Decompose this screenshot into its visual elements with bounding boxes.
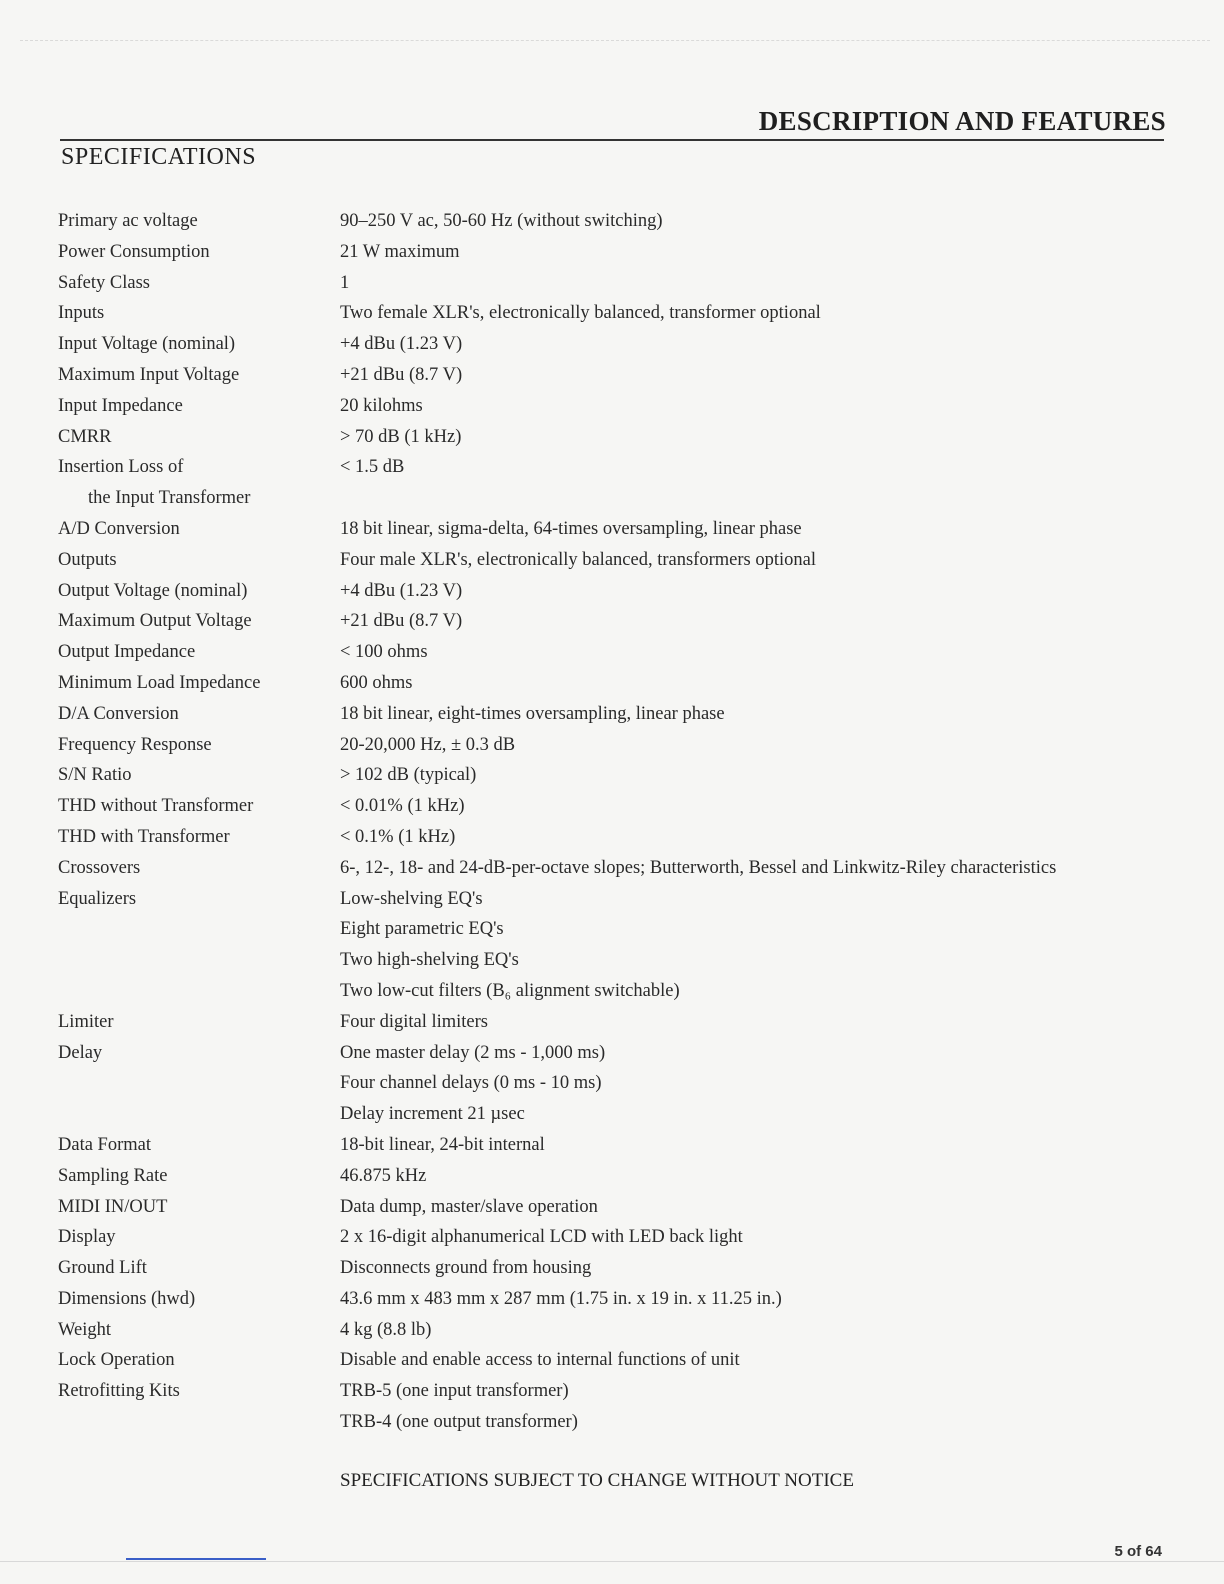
spec-label: Maximum Input Voltage: [58, 364, 240, 385]
spec-row: [58, 791, 1178, 822]
specifications-table: [58, 206, 1178, 1438]
page-number: 5 of 64: [1114, 1543, 1162, 1560]
spec-row: [58, 422, 1178, 453]
spec-label: THD with Transformer: [58, 826, 230, 847]
spec-row: [58, 945, 1178, 976]
spec-value: +4 dBu (1.23 V): [340, 334, 463, 355]
spec-row: [58, 514, 1178, 545]
spec-label: [58, 976, 340, 1007]
spec-row: [58, 206, 1178, 237]
spec-value: > 70 dB (1 kHz): [340, 426, 462, 447]
spec-value: Low-shelving EQ's: [340, 888, 483, 909]
spec-row: [58, 699, 1178, 730]
spec-row: [58, 1192, 1178, 1223]
spec-row: [58, 1407, 1178, 1438]
spec-row: [58, 298, 1178, 329]
spec-label: MIDI IN/OUT: [58, 1196, 168, 1217]
spec-row: [58, 914, 1178, 945]
spec-value: +4 dBu (1.23 V): [340, 580, 463, 601]
spec-value: Eight parametric EQ's: [340, 919, 504, 940]
spec-row: [58, 1253, 1178, 1284]
spec-value: Two female XLR's, electronically balanced, transformer optional: [340, 303, 821, 324]
spec-label: Limiter: [58, 1011, 114, 1032]
spec-row: [58, 360, 1178, 391]
spec-value: Disconnects ground from housing: [340, 1258, 592, 1279]
spec-label: Lock Operation: [58, 1350, 175, 1371]
spec-value: Disable and enable access to internal functions of unit: [340, 1350, 740, 1371]
spec-label: [58, 1068, 340, 1099]
spec-value: 21 W maximum: [340, 241, 460, 262]
spec-label: D/A Conversion: [58, 703, 179, 724]
spec-row: [58, 391, 1178, 422]
spec-label: Input Voltage (nominal): [58, 334, 236, 355]
spec-label: Minimum Load Impedance: [58, 672, 261, 693]
spec-value: Two low-cut filters (B₆ alignment switchable): [340, 980, 680, 1001]
spec-label: the Input Transformer: [88, 488, 251, 509]
spec-row: [58, 483, 1178, 514]
scan-artifact-line: [20, 40, 1210, 41]
spec-row: [58, 976, 1178, 1007]
spec-label: Display: [58, 1227, 116, 1248]
spec-row: [58, 606, 1178, 637]
spec-label: Output Voltage (nominal): [58, 580, 248, 601]
spec-label: Equalizers: [58, 888, 137, 909]
spec-value: 18-bit linear, 24-bit internal: [340, 1134, 545, 1155]
spec-value: Four channel delays (0 ms - 10 ms): [340, 1073, 602, 1094]
spec-row: [58, 1284, 1178, 1315]
spec-value: Four male XLR's, electronically balanced, transformers optional: [340, 549, 816, 570]
spec-label: [58, 1407, 340, 1438]
spec-row: [58, 1038, 1178, 1069]
spec-value: Delay increment 21 µsec: [340, 1104, 525, 1125]
spec-row: [58, 329, 1178, 360]
spec-row: [58, 884, 1178, 915]
spec-value: 43.6 mm x 483 mm x 287 mm (1.75 in. x 19 in. x 11.25 in.): [340, 1288, 782, 1309]
page-bottom-edge: [0, 1561, 1224, 1562]
spec-label: Output Impedance: [58, 642, 196, 663]
spec-label: Primary ac voltage: [58, 211, 198, 231]
spec-value: +21 dBu (8.7 V): [340, 611, 463, 632]
spec-label: [58, 914, 340, 945]
spec-label: THD without Transformer: [58, 796, 254, 817]
spec-value: Data dump, master/slave operation: [340, 1196, 598, 1217]
spec-value: 90–250 V ac, 50-60 Hz (without switching): [340, 211, 663, 231]
spec-value: 20 kilohms: [340, 395, 423, 416]
spec-label: S/N Ratio: [58, 765, 132, 786]
spec-value: 600 ohms: [340, 672, 413, 693]
spec-row: [58, 1161, 1178, 1192]
spec-value: > 102 dB (typical): [340, 765, 477, 786]
spec-value: 1: [340, 272, 350, 293]
spec-value: < 0.01% (1 kHz): [340, 796, 465, 817]
spec-value: 6-, 12-, 18- and 24-dB-per-octave slopes; Butterworth, Bessel and Linkwitz-Riley characteristics: [340, 857, 1057, 878]
spec-label: Retrofitting Kits: [58, 1381, 180, 1402]
spec-label: Safety Class: [58, 272, 150, 293]
spec-value: < 100 ohms: [340, 642, 428, 663]
spec-value: 46.875 kHz: [340, 1165, 427, 1186]
spec-label: Input Impedance: [58, 395, 183, 416]
spec-row: [58, 1315, 1178, 1346]
spec-row: [58, 576, 1178, 607]
spec-value: TRB-4 (one output transformer): [340, 1412, 578, 1433]
spec-row: [58, 822, 1178, 853]
spec-value: 18 bit linear, sigma-delta, 64-times oversampling, linear phase: [340, 518, 802, 539]
spec-value: 2 x 16-digit alphanumerical LCD with LED back light: [340, 1227, 743, 1248]
section-title: DESCRIPTION AND FEATURES: [758, 106, 1166, 136]
spec-row: [58, 237, 1178, 268]
spec-value: One master delay (2 ms - 1,000 ms): [340, 1042, 606, 1063]
spec-label: Delay: [58, 1042, 103, 1063]
spec-value: Two high-shelving EQ's: [340, 950, 519, 971]
spec-value: < 0.1% (1 kHz): [340, 826, 456, 847]
spec-label: Crossovers: [58, 857, 141, 878]
spec-label: [58, 945, 340, 976]
spec-label: Ground Lift: [58, 1258, 147, 1279]
spec-label: CMRR: [58, 426, 112, 447]
spec-value: [340, 483, 1178, 514]
spec-row: [58, 760, 1178, 791]
spec-row: [58, 637, 1178, 668]
spec-value: TRB-5 (one input transformer): [340, 1381, 569, 1402]
spec-row: [58, 452, 1178, 483]
spec-row: [58, 1130, 1178, 1161]
spec-label: Data Format: [58, 1134, 151, 1155]
spec-label: Maximum Output Voltage: [58, 611, 252, 632]
spec-value: +21 dBu (8.7 V): [340, 364, 463, 385]
link-underline: [126, 1558, 266, 1560]
spec-row: [58, 1345, 1178, 1376]
specifications-heading: SPECIFICATIONS: [61, 144, 257, 170]
spec-row: [58, 268, 1178, 299]
spec-row: [58, 1007, 1178, 1038]
spec-row: [58, 1222, 1178, 1253]
spec-value: < 1.5 dB: [340, 457, 405, 478]
specifications-notice: SPECIFICATIONS SUBJECT TO CHANGE WITHOUT NOTICE: [340, 1470, 854, 1491]
spec-label: [58, 1099, 340, 1130]
spec-label: Weight: [58, 1319, 111, 1340]
spec-row: [58, 853, 1178, 884]
spec-label: Dimensions (hwd): [58, 1288, 196, 1309]
spec-label: Frequency Response: [58, 734, 212, 755]
spec-row: [58, 668, 1178, 699]
spec-value: 18 bit linear, eight-times oversampling, linear phase: [340, 703, 725, 724]
spec-value: 20-20,000 Hz, ± 0.3 dB: [340, 734, 516, 755]
spec-label: Inputs: [58, 303, 105, 324]
spec-row: [58, 730, 1178, 761]
spec-label: Sampling Rate: [58, 1165, 168, 1186]
spec-row: [58, 1376, 1178, 1407]
spec-row: [58, 545, 1178, 576]
spec-label: Insertion Loss of: [58, 457, 184, 478]
title-divider: [60, 139, 1164, 141]
spec-label: A/D Conversion: [58, 518, 180, 539]
spec-row: [58, 1099, 1178, 1130]
spec-row: [58, 1068, 1178, 1099]
spec-label: Power Consumption: [58, 241, 210, 262]
spec-label: Outputs: [58, 549, 117, 570]
spec-value: 4 kg (8.8 lb): [340, 1319, 432, 1340]
spec-value: Four digital limiters: [340, 1011, 488, 1032]
